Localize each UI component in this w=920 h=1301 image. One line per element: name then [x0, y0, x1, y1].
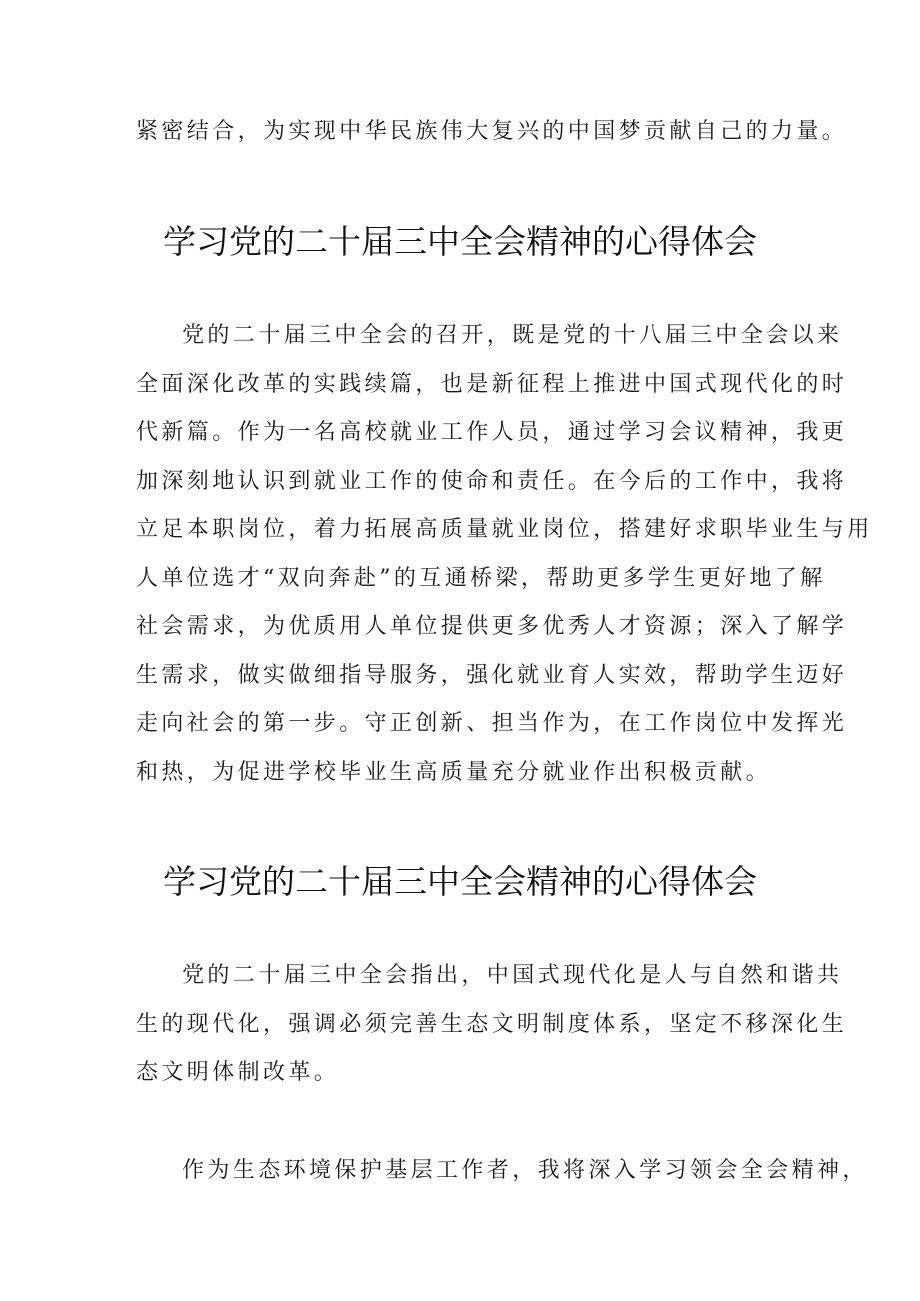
text-line: 立足本职岗位，着力拓展高质量就业岗位，搭建好求职毕业生与用 — [136, 517, 873, 542]
text-line: 党的二十届三中全会的召开，既是党的十八届三中全会以来 — [182, 323, 843, 348]
text-line: 作为生态环境保护基层工作者，我将深入学习领会全会精神， — [182, 1158, 868, 1183]
text-line: 和热，为促进学校毕业生高质量充分就业作出积极贡献。 — [136, 759, 772, 785]
body-paragraph — [136, 952, 848, 1098]
body-paragraph — [136, 1147, 868, 1196]
section-heading: 学习党的二十届三中全会精神的心得体会 — [163, 222, 757, 261]
continuation-paragraph — [136, 108, 848, 157]
text-line: 生需求，做实做细指导服务，强化就业育人实效，帮助学生迈好 — [136, 662, 848, 688]
text-line: 走向社会的第一步。守正创新、担当作为，在工作岗位中发挥光 — [136, 711, 848, 736]
text-line: 加深刻地认识到就业工作的使命和责任。在今后的工作中，我将 — [136, 468, 848, 494]
text-line: 人单位选才“双向奔赴”的互通桥梁，帮助更多学生更好地了解 — [136, 565, 826, 591]
text-line: 社会需求，为优质用人单位提供更多优秀人才资源；深入了解学 — [136, 614, 848, 639]
text-line: 态文明体制改革。 — [136, 1060, 340, 1085]
section-heading: 学习党的二十届三中全会精神的心得体会 — [163, 862, 757, 901]
text-line: 生的现代化，强调必须完善生态文明制度体系，坚定不移深化生 — [136, 1011, 848, 1037]
text-line: 代新篇。作为一名高校就业工作人员，通过学习会议精神，我更 — [136, 420, 848, 445]
body-paragraph — [136, 312, 873, 797]
text-line: 党的二十届三中全会指出，中国式现代化是人与自然和谐共 — [182, 963, 843, 988]
text-line: 紧密结合，为实现中华民族伟大复兴的中国梦贡献自己的力量。 — [136, 119, 848, 144]
text-line: 全面深化改革的实践续篇，也是新征程上推进中国式现代化的时 — [136, 371, 848, 397]
